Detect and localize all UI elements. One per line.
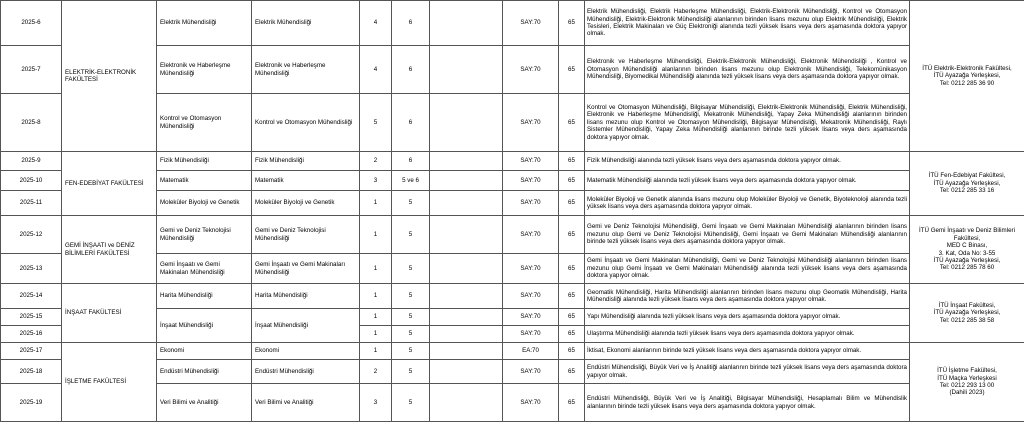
score-cell: SAY:70 xyxy=(503,284,559,309)
min-cell: 65 xyxy=(559,171,585,191)
code-cell: 2025-15 xyxy=(1,309,62,326)
quota-cell: 1 xyxy=(360,284,392,309)
contact-line: Fakültesi, xyxy=(953,234,981,242)
score-cell: SAY:70 xyxy=(503,254,559,284)
quota-cell: 3 xyxy=(360,171,392,191)
min-cell: 65 xyxy=(559,254,585,284)
contact-line: İTÜ Elektrik-Elektronik Fakültesi, xyxy=(922,64,1012,72)
program-cell: Gemi ve Deniz Teknolojisi Mühendisliği xyxy=(157,216,252,254)
min-cell: 65 xyxy=(559,216,585,254)
requirement-cell: Endüstri Mühendisliği, Büyük Veri ve İş Analitiği, Bilgisayar Mühendisliği, Hesaplamalı Bilim ve Mühendislik alanlarının birinde tezli yüksek lisans veya ders aşamasında doktora yapıyor olmak. xyxy=(585,384,910,422)
score-cell: SAY:70 xyxy=(503,216,559,254)
min-cell: 65 xyxy=(559,94,585,152)
contact-line: Tel: 0212 285 78 60 xyxy=(939,264,995,272)
contact-cell xyxy=(910,216,1024,284)
contact-cell xyxy=(910,1,1024,152)
contact-line: Tel: 0212 285 33 16 xyxy=(939,187,995,195)
program-cell: Endüstri Mühendisliği xyxy=(157,360,252,384)
period-cell: 5 xyxy=(392,343,430,360)
program-cell: Ekonomi xyxy=(157,343,252,360)
score-cell: SAY:70 xyxy=(503,46,559,94)
blank-cell xyxy=(430,46,503,94)
quota-cell: 5 xyxy=(360,94,392,152)
code-cell: 2025-6 xyxy=(1,1,62,46)
code-cell: 2025-9 xyxy=(1,152,62,171)
quota-cell: 1 xyxy=(360,254,392,284)
code-cell: 2025-16 xyxy=(1,326,62,343)
code-cell: 2025-14 xyxy=(1,284,62,309)
blank-cell xyxy=(430,171,503,191)
program-cell: Kontrol ve Otomasyon Mühendisliği xyxy=(157,94,252,152)
faculty-cell: ELEKTRİK-ELEKTRONİK FAKÜLTESİ xyxy=(62,1,157,152)
blank-cell xyxy=(430,284,503,309)
program-cell: Moleküler Biyoloji ve Genetik xyxy=(157,191,252,216)
blank-cell xyxy=(430,384,503,422)
field-cell: Veri Bilimi ve Analitiği xyxy=(252,384,360,422)
quota-cell: 1 xyxy=(360,326,392,343)
contact-cell xyxy=(910,343,1024,422)
requirement-cell: Matematik Mühendisliği alanında tezli yüksek lisans veya ders aşamasında doktora yapıyor olmak. xyxy=(585,171,910,191)
field-cell: Gemi İnşaatı ve Gemi Makinaları Mühendisliği xyxy=(252,254,360,284)
contact-line: Tel: 0212 285 36 90 xyxy=(939,79,995,87)
contact-line: İTÜ Ayazağa Yerleşkesi, xyxy=(933,309,1001,317)
code-cell: 2025-11 xyxy=(1,191,62,216)
requirement-cell: Fizik Mühendisliği alanında tezli yüksek lisans veya ders aşamasında doktora yapıyor olmak. xyxy=(585,152,910,171)
code-cell: 2025-17 xyxy=(1,343,62,360)
requirement-cell: İktisat, Ekonomi alanlarının birinde tezli yüksek lisans veya ders aşamasında doktora yapıyor olmak. xyxy=(585,343,910,360)
requirement-cell: Geomatik Mühendisliği, Harita Mühendisliği alanlarının birinden lisans mezunu olup Geomatik Mühendisliği, Harita Mühendisliği alanında tezli yüksek lisans veya ders aşamasında doktora yapıyor olmak. xyxy=(585,284,910,309)
quota-cell: 3 xyxy=(360,384,392,422)
field-cell: Moleküler Biyoloji ve Genetik xyxy=(252,191,360,216)
contact-line: İTÜ Fen-Edebiyat Fakültesi, xyxy=(928,172,1006,180)
contact-cell xyxy=(910,284,1024,343)
contact-line: İTÜ Ayazağa Yerleşkesi, xyxy=(933,72,1001,80)
min-cell: 65 xyxy=(559,284,585,309)
faculty-cell: İNŞAAT FAKÜLTESİ xyxy=(62,284,157,343)
score-cell: SAY:70 xyxy=(503,171,559,191)
score-cell: SAY:70 xyxy=(503,309,559,326)
min-cell: 65 xyxy=(559,384,585,422)
code-cell: 2025-13 xyxy=(1,254,62,284)
min-cell: 65 xyxy=(559,46,585,94)
field-cell: Ekonomi xyxy=(252,343,360,360)
contact-line: Tel: 0212 293 13 00 xyxy=(939,382,995,389)
program-cell: Elektronik ve Haberleşme Mühendisliği xyxy=(157,46,252,94)
period-cell: 5 ve 6 xyxy=(392,171,430,191)
program-cell: Gemi İnşaatı ve Gemi Makinaları Mühendisliği xyxy=(157,254,252,284)
field-cell: Matematik xyxy=(252,171,360,191)
blank-cell xyxy=(430,216,503,254)
blank-cell xyxy=(430,152,503,171)
period-cell: 5 xyxy=(392,326,430,343)
contact-line: 3. Kat, Oda No: 3-55 xyxy=(938,249,996,257)
program-cell: Harita Mühendisliği xyxy=(157,284,252,309)
code-cell: 2025-19 xyxy=(1,384,62,422)
contact-line: İTÜ İşletme Fakültesi, xyxy=(937,367,997,375)
min-cell: 65 xyxy=(559,152,585,171)
contact-line: (Dahili 2023) xyxy=(949,389,985,397)
field-cell: Fizik Mühendisliği xyxy=(252,152,360,171)
field-cell: Kontrol ve Otomasyon Mühendisliği xyxy=(252,94,360,152)
contact-line: İTÜ Ayazağa Yerleşkesi, xyxy=(933,256,1001,264)
min-cell: 65 xyxy=(559,360,585,384)
contact-line: MED C Binası, xyxy=(946,242,988,250)
requirement-cell: Elektronik ve Haberleşme Mühendisliği, Elektrik-Elektronik Mühendisliği, Elektronik Mühendisliği , Kontrol ve Otomasyon Mühendisliği alanlarının birinden lisans mezunu olup Elektronik Mühendisliği, Telekomünikasyon Mühendisliği, Biyomedikal Mühendisliği alanında tezli yüksek lisans veya ders aşamasında doktora yapıyor olmak. xyxy=(585,46,910,94)
quota-cell: 1 xyxy=(360,191,392,216)
blank-cell xyxy=(430,254,503,284)
quota-cell: 2 xyxy=(360,360,392,384)
period-cell: 5 xyxy=(392,360,430,384)
quota-cell: 4 xyxy=(360,46,392,94)
blank-cell xyxy=(430,343,503,360)
period-cell: 5 xyxy=(392,254,430,284)
contact-line: İTÜ Ayazağa Yerleşkesi, xyxy=(933,179,1001,187)
blank-cell xyxy=(430,1,503,46)
code-cell: 2025-8 xyxy=(1,94,62,152)
score-cell: SAY:70 xyxy=(503,191,559,216)
code-cell: 2025-12 xyxy=(1,216,62,254)
quota-cell: 1 xyxy=(360,309,392,326)
contact-line: İTÜ Maçka Yerleşkesi xyxy=(937,374,997,382)
field-cell: Endüstri Mühendisliği xyxy=(252,360,360,384)
code-cell: 2025-10 xyxy=(1,171,62,191)
table-row xyxy=(1,216,1024,254)
program-cell: Matematik xyxy=(157,171,252,191)
program-cell: Elektrik Mühendisliği xyxy=(157,1,252,46)
min-cell: 65 xyxy=(559,191,585,216)
code-cell: 2025-18 xyxy=(1,360,62,384)
period-cell: 5 xyxy=(392,309,430,326)
period-cell: 5 xyxy=(392,191,430,216)
blank-cell xyxy=(430,191,503,216)
requirement-cell: Endüstri Mühendisliği, Büyük Veri ve İş Analitiği alanlarının birinde tezli yüksek lisans veya ders aşamasında doktora yapıyor olmak. xyxy=(585,360,910,384)
code-cell: 2025-7 xyxy=(1,46,62,94)
requirement-cell: Kontrol ve Otomasyon Mühendisliği, Bilgisayar Mühendisliği, Elektrik-Elektronik Mühendisliği, Elektrik Mühendisliği, Elektronik ve Haberleşme Mühendisliği, Mekatronik Mühendisliği, Yapay Zeka Mühendisliği alanlarının birinden lisans mezunu olup Kontrol ve Otomasyon Mühendisliği, Bilgisayar Mühendisliği, Mekatronik Mühendisliği, Raylı Sistemler Mühendisliği, Yapay Zeka Mühendisliği alanlarının birinde tezli yüksek lisans veya ders aşamasında doktora yapıyor olmak. xyxy=(585,94,910,152)
blank-cell xyxy=(430,94,503,152)
score-cell: SAY:70 xyxy=(503,1,559,46)
quota-cell: 4 xyxy=(360,1,392,46)
table-row xyxy=(1,152,1024,171)
table-row xyxy=(1,1,1024,46)
faculty-cell: GEMİ İNŞAATI ve DENİZ BİLİMLERİ FAKÜLTESİ xyxy=(62,216,157,284)
contact-line: İTÜ Gemi İnşaatı ve Deniz Bilimleri xyxy=(919,227,1015,235)
min-cell: 65 xyxy=(559,343,585,360)
period-cell: 5 xyxy=(392,284,430,309)
requirement-cell: Gemi İnşaatı ve Gemi Makinaları Mühendisliği, Gemi ve Deniz Teknolojisi Mühendisliği alanlarının birinden lisans mezunu olup Gemi İnşaatı ve Gemi Makinaları Mühendisliği alanında tezli yüksek lisans veya ders aşamasında doktora yapıyor olmak. xyxy=(585,254,910,284)
field-cell: Elektrik Mühendisliği xyxy=(252,1,360,46)
min-cell: 65 xyxy=(559,1,585,46)
period-cell: 6 xyxy=(392,46,430,94)
requirement-cell: Gemi ve Deniz Teknolojisi Mühendisliği, Gemi İnşaatı ve Gemi Makinaları Mühendisliği alanlarının birinden lisans mezunu olup Gemi ve Deniz Teknolojisi Mühendisliği, Gemi İnşaatı ve Gemi Makinaları Mühendisliği alanlarının birinde tezli yüksek lisans veya ders aşamasında doktora yapıyor olmak. xyxy=(585,216,910,254)
score-cell: EA:70 xyxy=(503,343,559,360)
contact-cell xyxy=(910,152,1024,216)
field-cell: Harita Mühendisliği xyxy=(252,284,360,309)
requirement-cell: Yapı Mühendisliği alanında tezli yüksek lisans veya ders aşamasında doktora yapıyor olmak. xyxy=(585,309,910,326)
min-cell: 65 xyxy=(559,326,585,343)
table-row xyxy=(1,284,1024,309)
period-cell: 6 xyxy=(392,152,430,171)
score-cell: SAY:70 xyxy=(503,94,559,152)
quota-cell: 1 xyxy=(360,216,392,254)
requirement-cell: Ulaştırma Mühendisliği alanında tezli yüksek lisans veya ders aşamasında doktora yapıyor olmak. xyxy=(585,326,910,343)
blank-cell xyxy=(430,326,503,343)
faculty-cell: İŞLETME FAKÜLTESİ xyxy=(62,343,157,422)
field-cell: Elektronik ve Haberleşme Mühendisliği xyxy=(252,46,360,94)
field-cell: Gemi ve Deniz Teknolojisi Mühendisliği xyxy=(252,216,360,254)
blank-cell xyxy=(430,360,503,384)
table-row xyxy=(1,343,1024,360)
min-cell: 65 xyxy=(559,309,585,326)
program-cell: Veri Bilimi ve Analitiği xyxy=(157,384,252,422)
period-cell: 6 xyxy=(392,94,430,152)
quota-cell: 1 xyxy=(360,343,392,360)
blank-cell xyxy=(430,309,503,326)
program-cell: İnşaat Mühendisliği xyxy=(157,309,252,343)
program-cell: Fizik Mühendisliği xyxy=(157,152,252,171)
contact-line: Tel: 0212 285 38 58 xyxy=(939,316,995,324)
quota-cell: 2 xyxy=(360,152,392,171)
score-cell: SAY:70 xyxy=(503,152,559,171)
score-cell: SAY:70 xyxy=(503,384,559,422)
score-cell: SAY:70 xyxy=(503,360,559,384)
field-cell: İnşaat Mühendisliği xyxy=(252,309,360,343)
requirement-cell: Elektrik Mühendisliği, Elektrik Haberleşme Mühendisliği, Elektrik-Elektronik Mühendisliği, Kontrol ve Otomasyon Mühendisliği, Elektrik-Elektronik Mühendisliği alanlarının birinden lisans mezunu olup Elektrik Mühendisliği, Elektrik Tesisleri, Elektrik Makinaları ve Güç Elektroniği alanında tezli yüksek lisans veya ders aşamasında doktora yapıyor olmak. xyxy=(585,1,910,46)
contact-line: İTÜ İnşaat Fakültesi, xyxy=(938,301,996,309)
period-cell: 6 xyxy=(392,1,430,46)
period-cell: 5 xyxy=(392,384,430,422)
faculty-cell: FEN-EDEBİYAT FAKÜLTESİ xyxy=(62,152,157,216)
period-cell: 5 xyxy=(392,216,430,254)
requirement-cell: Moleküler Biyoloji ve Genetik alanında lisans mezunu olup Moleküler Biyoloji ve Genetik, Biyoteknoloji alanında tezli yüksek lisans veya ders aşamasında doktora yapıyor olmak. xyxy=(585,191,910,216)
score-cell: SAY:70 xyxy=(503,326,559,343)
